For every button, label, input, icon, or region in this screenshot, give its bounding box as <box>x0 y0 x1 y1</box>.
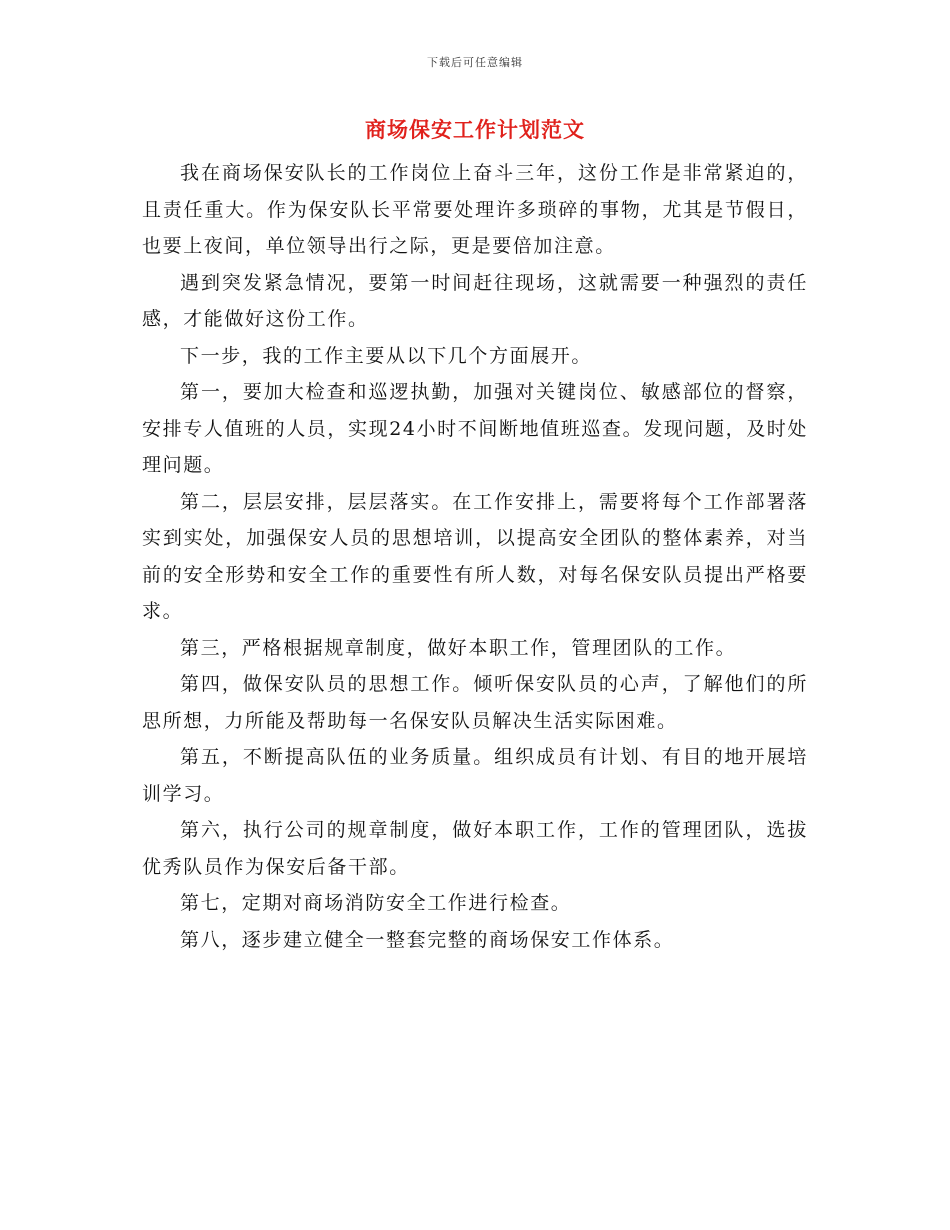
paragraph: 遇到突发紧急情况，要第一时间赶往现场，这就需要一种强烈的责任感，才能做好这份工作。 <box>142 271 808 330</box>
paragraph: 第四，做保安队员的思想工作。倾听保安队员的心声，了解他们的所思所想，力所能及帮助每一名保安队员解决生活实际困难。 <box>142 673 808 732</box>
paragraph: 第三，严格根据规章制度，做好本职工作，管理团队的工作。 <box>180 636 737 659</box>
paragraph: 第六，执行公司的规章制度，做好本职工作，工作的管理团队，选拔优秀队员作为保安后备干部。 <box>142 819 808 878</box>
paragraph: 第一，要加大检查和巡逻执勤，加强对关键岗位、敏感部位的督察，安排专人值班的人员，实现24小时不间断地值班巡查。发现问题，及时处理问题。 <box>142 381 808 476</box>
paragraph: 第八，逐步建立健全一整套完整的商场保安工作体系。 <box>180 928 675 951</box>
header-note: 下载后可任意编辑 <box>427 56 523 69</box>
document-body <box>142 155 808 958</box>
paragraph: 我在商场保安队长的工作岗位上奋斗三年，这份工作是非常紧迫的，且责任重大。作为保安队长平常要处理许多琐碎的事物，尤其是节假日，也要上夜间，单位领导出行之际，更是要倍加注意。 <box>142 162 808 257</box>
paragraph: 下一步，我的工作主要从以下几个方面展开。 <box>180 344 593 367</box>
document-title: 商场保安工作计划范文 <box>365 117 585 142</box>
paragraph: 第二，层层安排，层层落实。在工作安排上，需要将每个工作部署落实到实处，加强保安人员的思想培训，以提高安全团队的整体素养，对当前的安全形势和安全工作的重要性有所人数，对每名保安队员提出严格要求。 <box>142 490 808 622</box>
paragraph: 第五，不断提高队伍的业务质量。组织成员有计划、有目的地开展培训学习。 <box>142 746 808 805</box>
paragraph: 第七，定期对商场消防安全工作进行检查。 <box>180 892 572 914</box>
